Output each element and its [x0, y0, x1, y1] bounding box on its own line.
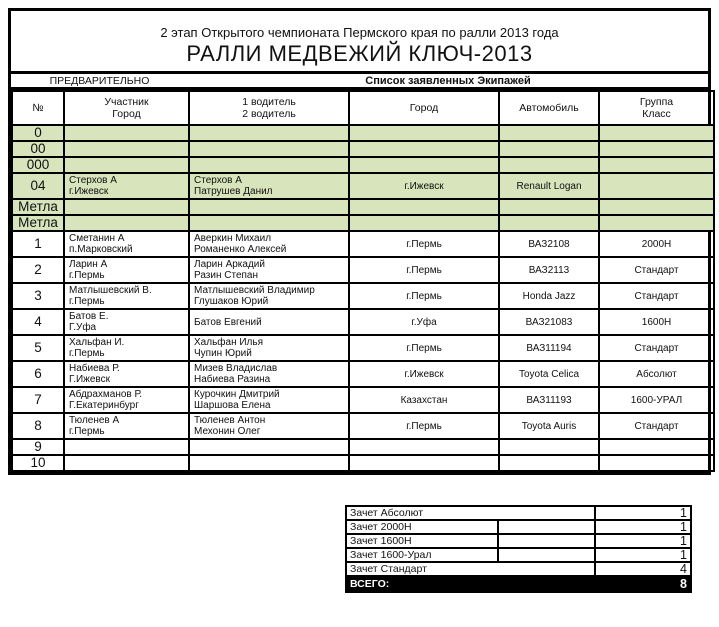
table-row	[12, 173, 714, 199]
cell-drivers: Аверкин Михаил Романенко Алексей	[189, 231, 349, 257]
cell-car	[499, 125, 599, 141]
summary-total-value: 8	[594, 577, 690, 591]
cell-car	[499, 455, 599, 471]
cell-drivers	[189, 455, 349, 471]
cell-participant	[64, 157, 189, 173]
column-header-num: №	[12, 91, 64, 125]
cell-participant: Абдрахманов Р. Г.Екатеринбург	[64, 387, 189, 413]
cell-participant: Стерхов А г.Ижевск	[64, 173, 189, 199]
cell-city	[349, 439, 499, 455]
cell-car: Renault Logan	[499, 173, 599, 199]
cell-num: 10	[12, 455, 64, 471]
table-row	[12, 455, 714, 471]
crew-table-body	[12, 125, 714, 471]
column-header-car: Автомобиль	[499, 91, 599, 125]
cell-car: ВАЗ11193	[499, 387, 599, 413]
crew-table	[11, 90, 715, 472]
cell-city	[349, 199, 499, 215]
column-header-participant: Участник Город	[64, 91, 189, 125]
cell-participant: Сметанин А п.Марковский	[64, 231, 189, 257]
cell-drivers: Ларин Аркадий Разин Степан	[189, 257, 349, 283]
table-row	[12, 199, 714, 215]
summary-value: 4	[594, 563, 690, 575]
cell-drivers	[189, 157, 349, 173]
cell-drivers: Батов Евгений	[189, 309, 349, 335]
cell-city: г.Пермь	[349, 231, 499, 257]
cell-group: 1600Н	[599, 309, 714, 335]
cell-group	[599, 199, 714, 215]
cell-city: г.Ижевск	[349, 361, 499, 387]
summary-blank-cell	[497, 535, 594, 547]
cell-car	[499, 157, 599, 173]
cell-car	[499, 439, 599, 455]
cell-group	[599, 125, 714, 141]
summary-total-label: ВСЕГО:	[350, 578, 390, 590]
summary-value: 1	[594, 535, 690, 547]
cell-group: 2000Н	[599, 231, 714, 257]
cell-city	[349, 455, 499, 471]
cell-num: 2	[12, 257, 64, 283]
cell-num: 6	[12, 361, 64, 387]
table-row	[12, 215, 714, 231]
cell-participant	[64, 125, 189, 141]
cell-city	[349, 125, 499, 141]
summary-value: 1	[594, 507, 690, 519]
table-row	[12, 335, 714, 361]
table-row	[12, 387, 714, 413]
cell-car: ВАЗ2108	[499, 231, 599, 257]
cell-drivers: Хальфан Илья Чупин Юрий	[189, 335, 349, 361]
cell-drivers: Тюленев Антон Мехонин Олег	[189, 413, 349, 439]
cell-group: Стандарт	[599, 413, 714, 439]
cell-participant	[64, 215, 189, 231]
table-row	[12, 283, 714, 309]
summary-label: Зачет Стандарт	[350, 563, 427, 575]
cell-num: 3	[12, 283, 64, 309]
rally-entry-sheet	[8, 8, 711, 475]
table-row	[12, 231, 714, 257]
cell-drivers: Стерхов А Патрушев Данил	[189, 173, 349, 199]
cell-city	[349, 215, 499, 231]
cell-num: 00	[12, 141, 64, 157]
cell-car: Toyota Auris	[499, 413, 599, 439]
cell-participant: Матлышевский В. г.Пермь	[64, 283, 189, 309]
summary-total-row	[347, 577, 690, 591]
cell-num: 7	[12, 387, 64, 413]
summary-label: Зачет 1600-Урал	[350, 549, 432, 561]
cell-city: Казахстан	[349, 387, 499, 413]
cell-num: Метла	[12, 215, 64, 231]
cell-drivers	[189, 141, 349, 157]
subheader-band	[11, 74, 708, 90]
summary-row	[347, 535, 690, 549]
cell-group: Стандарт	[599, 335, 714, 361]
summary-blank-cell	[497, 549, 594, 561]
crew-table-header	[12, 91, 714, 125]
table-row	[12, 413, 714, 439]
summary-row	[347, 549, 690, 563]
cell-car: Honda Jazz	[499, 283, 599, 309]
summary-value: 1	[594, 521, 690, 533]
cell-car	[499, 141, 599, 157]
cell-group	[599, 455, 714, 471]
summary-row	[347, 521, 690, 535]
summary-label: Зачет Абсолют	[350, 507, 424, 519]
title-block	[11, 11, 708, 74]
column-header-drivers: 1 водитель 2 водитель	[189, 91, 349, 125]
cell-num: 8	[12, 413, 64, 439]
summary-label: Зачет 1600Н	[350, 535, 412, 547]
cell-participant: Набиева Р. Г.Ижевск	[64, 361, 189, 387]
column-header-group: Группа Класс	[599, 91, 714, 125]
cell-city: г.Уфа	[349, 309, 499, 335]
cell-num: 0	[12, 125, 64, 141]
summary-row	[347, 507, 690, 521]
summary-value: 1	[594, 549, 690, 561]
cell-participant	[64, 199, 189, 215]
cell-drivers: Матлышевский Владимир Глушаков Юрий	[189, 283, 349, 309]
cell-num: 1	[12, 231, 64, 257]
cell-participant	[64, 439, 189, 455]
event-title: РАЛЛИ МЕДВЕЖИЙ КЛЮЧ-2013	[186, 41, 533, 66]
cell-city	[349, 141, 499, 157]
cell-drivers: Курочкин Дмитрий Шаршова Елена	[189, 387, 349, 413]
cell-drivers	[189, 199, 349, 215]
event-subtitle: 2 этап Открытого чемпионата Пермского края по ралли 2013 года	[160, 25, 559, 40]
cell-car: ВАЗ21083	[499, 309, 599, 335]
cell-city: г.Пермь	[349, 257, 499, 283]
cell-participant	[64, 141, 189, 157]
cell-num: 5	[12, 335, 64, 361]
cell-num: 04	[12, 173, 64, 199]
preliminary-label: ПРЕДВАРИТЕЛЬНО	[49, 74, 150, 87]
table-row	[12, 125, 714, 141]
summary-table	[345, 505, 692, 593]
cell-car: ВАЗ2113	[499, 257, 599, 283]
cell-drivers	[189, 215, 349, 231]
cell-group	[599, 157, 714, 173]
table-row	[12, 257, 714, 283]
cell-city: г.Пермь	[349, 335, 499, 361]
table-row	[12, 439, 714, 455]
cell-group	[599, 173, 714, 199]
cell-participant: Ларин А г.Пермь	[64, 257, 189, 283]
summary-blank-cell	[497, 521, 594, 533]
cell-group	[599, 215, 714, 231]
cell-participant: Батов Е. Г.Уфа	[64, 309, 189, 335]
cell-participant: Хальфан И. г.Пермь	[64, 335, 189, 361]
column-header-city: Город	[349, 91, 499, 125]
summary-label: Зачет 2000Н	[350, 521, 412, 533]
cell-drivers	[189, 125, 349, 141]
cell-drivers	[189, 439, 349, 455]
table-row	[12, 361, 714, 387]
table-row	[12, 141, 714, 157]
cell-car	[499, 215, 599, 231]
cell-group: Стандарт	[599, 257, 714, 283]
cell-num: 000	[12, 157, 64, 173]
cell-num: Метла	[12, 199, 64, 215]
cell-car: Toyota Celica	[499, 361, 599, 387]
entry-list-label: Список заявленных Экипажей	[365, 74, 531, 87]
summary-row	[347, 563, 690, 577]
cell-group: 1600-УРАЛ	[599, 387, 714, 413]
cell-group: Абсолют	[599, 361, 714, 387]
cell-num: 9	[12, 439, 64, 455]
cell-participant	[64, 455, 189, 471]
cell-group	[599, 439, 714, 455]
table-row	[12, 157, 714, 173]
cell-city: г.Пермь	[349, 413, 499, 439]
cell-group	[599, 141, 714, 157]
cell-city: г.Пермь	[349, 283, 499, 309]
cell-drivers: Мизев Владислав Набиева Разина	[189, 361, 349, 387]
cell-city: г.Ижевск	[349, 173, 499, 199]
cell-car: ВАЗ11194	[499, 335, 599, 361]
cell-group: Стандарт	[599, 283, 714, 309]
cell-num: 4	[12, 309, 64, 335]
cell-car	[499, 199, 599, 215]
cell-city	[349, 157, 499, 173]
cell-participant: Тюленев А г.Пермь	[64, 413, 189, 439]
table-row	[12, 309, 714, 335]
